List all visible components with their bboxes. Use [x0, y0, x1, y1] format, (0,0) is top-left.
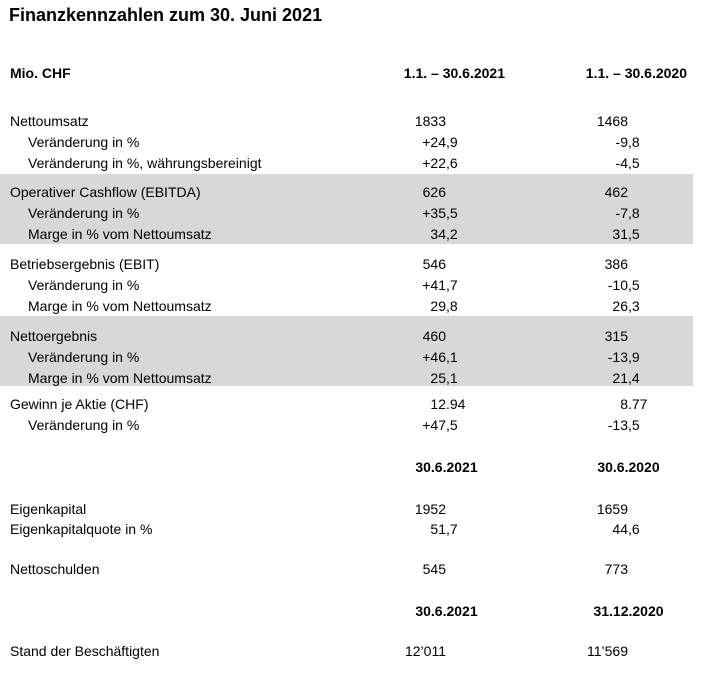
table-row — [0, 641, 708, 662]
value-int: 51 — [430, 521, 446, 537]
table-subheader-row — [0, 601, 708, 622]
value-col1 — [388, 326, 505, 347]
value-frac: ,8 — [628, 134, 640, 150]
row-label: Gewinn je Aktie (CHF) — [10, 396, 149, 412]
value-col1 — [388, 499, 505, 520]
value-int: 11’569 — [586, 643, 628, 659]
value-col1 — [388, 519, 505, 540]
value-int: 1833 — [414, 113, 446, 129]
value-int: 1468 — [596, 113, 628, 129]
row-label: Betriebsergebnis (EBIT) — [10, 256, 160, 272]
value-frac: ,1 — [446, 370, 458, 386]
row-label: Eigenkapital — [10, 501, 87, 517]
value-col2 — [570, 368, 687, 389]
value-col1 — [388, 203, 505, 224]
row-label: Operativer Cashflow (EBITDA) — [10, 184, 201, 200]
value-col1 — [388, 641, 505, 662]
table-header-row — [0, 63, 708, 84]
value-col1 — [388, 275, 505, 296]
value-frac — [446, 326, 505, 347]
value-int: -9 — [615, 134, 628, 150]
value-frac: ,9 — [446, 134, 458, 150]
value-col1 — [388, 347, 505, 368]
value-frac: ,6 — [446, 155, 458, 171]
value-int: +46 — [422, 349, 446, 365]
row-label: Veränderung in % — [28, 277, 140, 293]
value-int: 546 — [422, 256, 446, 272]
value-int: 545 — [422, 561, 446, 577]
value-frac: ,4 — [628, 370, 640, 386]
value-col2 — [570, 499, 687, 520]
row-label: Veränderung in % — [28, 349, 140, 365]
value-col1 — [388, 394, 505, 415]
value-int: 8 — [620, 396, 628, 412]
value-col1 — [388, 368, 505, 389]
value-int: 44 — [612, 521, 628, 537]
value-col2 — [570, 641, 687, 662]
value-frac — [628, 559, 687, 580]
value-int: -10 — [607, 277, 628, 293]
value-col2 — [570, 254, 687, 275]
value-int: 21 — [612, 370, 628, 386]
value-int: +22 — [422, 155, 446, 171]
value-frac: ,5 — [628, 155, 640, 171]
value-col2 — [570, 153, 687, 174]
value-col1 — [388, 296, 505, 317]
value-col2 — [570, 132, 687, 153]
row-label: Veränderung in % — [28, 205, 140, 221]
value-int: 31 — [612, 226, 628, 242]
value-col1 — [388, 132, 505, 153]
table-row — [0, 415, 708, 436]
value-int: 773 — [604, 561, 628, 577]
value-col2 — [570, 394, 687, 415]
value-frac — [446, 182, 505, 203]
column-subheader-1: 30.6.2021 — [415, 459, 478, 475]
value-frac: ,9 — [628, 349, 640, 365]
value-int: 12 — [430, 396, 446, 412]
table-row — [0, 275, 708, 296]
value-frac — [446, 641, 505, 662]
table-subheader-row — [0, 457, 708, 478]
table-row — [0, 519, 708, 540]
row-label: Marge in % vom Nettoumsatz — [28, 370, 212, 386]
value-frac — [628, 254, 687, 275]
row-label: Nettoergebnis — [10, 328, 98, 344]
value-int: 462 — [604, 184, 628, 200]
value-col1 — [388, 559, 505, 580]
table-row — [0, 347, 708, 368]
value-int: 1952 — [414, 501, 446, 517]
value-frac: ,2 — [446, 226, 458, 242]
value-int: 1659 — [596, 501, 628, 517]
row-label: Veränderung in % — [28, 417, 140, 433]
value-frac: ,5 — [628, 226, 640, 242]
value-frac: ,7 — [446, 521, 458, 537]
table-row — [0, 326, 708, 347]
table-row — [0, 203, 708, 224]
value-int: +24 — [422, 134, 446, 150]
value-frac — [628, 111, 687, 132]
value-int: 626 — [422, 184, 446, 200]
row-label: Stand der Beschäftigten — [10, 643, 160, 659]
row-label: Marge in % vom Nettoumsatz — [28, 298, 212, 314]
value-frac: ,5 — [446, 417, 458, 433]
value-int: 386 — [604, 256, 628, 272]
value-frac — [628, 326, 687, 347]
value-frac — [446, 559, 505, 580]
value-col2 — [570, 182, 687, 203]
value-frac: ,5 — [628, 277, 640, 293]
value-frac — [446, 499, 505, 520]
value-frac — [446, 111, 505, 132]
value-col1 — [388, 111, 505, 132]
value-frac: ,1 — [446, 349, 458, 365]
value-int: 34 — [430, 226, 446, 242]
table-row — [0, 254, 708, 275]
value-col2 — [570, 296, 687, 317]
table-row — [0, 111, 708, 132]
table-row — [0, 296, 708, 317]
table-row — [0, 153, 708, 174]
value-col2 — [570, 326, 687, 347]
table-row — [0, 132, 708, 153]
value-col1 — [388, 153, 505, 174]
value-int: 29 — [430, 298, 446, 314]
column-header-period-2: 1.1. – 30.6.2020 — [585, 65, 687, 81]
value-col2 — [570, 111, 687, 132]
value-frac: ,5 — [628, 417, 640, 433]
value-int: -13 — [607, 417, 628, 433]
value-int: +35 — [422, 205, 446, 221]
value-int: 315 — [604, 328, 628, 344]
value-col1 — [388, 182, 505, 203]
value-frac: .77 — [628, 396, 648, 412]
column-subheader-1: 30.6.2021 — [415, 603, 478, 619]
value-frac: .94 — [446, 396, 466, 412]
unit-label: Mio. CHF — [10, 65, 71, 81]
value-int: -7 — [615, 205, 628, 221]
row-label: Eigenkapitalquote in % — [10, 521, 153, 537]
table-row — [0, 559, 708, 580]
row-label: Veränderung in %, währungsbereinigt — [28, 155, 262, 171]
table-row — [0, 394, 708, 415]
value-frac: ,8 — [628, 205, 640, 221]
table-row — [0, 368, 708, 389]
table-row — [0, 499, 708, 520]
page-title: Finanzkennzahlen zum 30. Juni 2021 — [9, 5, 323, 25]
value-frac: ,3 — [628, 298, 640, 314]
value-col2 — [570, 519, 687, 540]
row-label: Marge in % vom Nettoumsatz — [28, 226, 212, 242]
column-subheader-2: 30.6.2020 — [597, 459, 660, 475]
value-int: +41 — [422, 277, 446, 293]
column-subheader-2: 31.12.2020 — [593, 603, 664, 619]
value-frac: ,6 — [628, 521, 640, 537]
value-int: -13 — [607, 349, 628, 365]
value-int: 26 — [612, 298, 628, 314]
value-int: 460 — [422, 328, 446, 344]
value-col2 — [570, 415, 687, 436]
value-col2 — [570, 203, 687, 224]
value-col2 — [570, 559, 687, 580]
value-col2 — [570, 224, 687, 245]
value-frac — [628, 499, 687, 520]
table-row — [0, 224, 708, 245]
value-frac — [628, 182, 687, 203]
column-header-period-1: 1.1. – 30.6.2021 — [403, 65, 505, 81]
value-frac: ,7 — [446, 277, 458, 293]
value-int: 12’011 — [404, 643, 446, 659]
value-frac: ,5 — [446, 205, 458, 221]
value-col2 — [570, 347, 687, 368]
value-col2 — [570, 275, 687, 296]
value-col1 — [388, 415, 505, 436]
value-int: +47 — [422, 417, 446, 433]
value-frac — [628, 641, 687, 662]
value-col1 — [388, 224, 505, 245]
value-int: 25 — [430, 370, 446, 386]
value-col1 — [388, 254, 505, 275]
value-int: -4 — [615, 155, 628, 171]
value-frac: ,8 — [446, 298, 458, 314]
row-label: Nettoschulden — [10, 561, 100, 577]
value-frac — [446, 254, 505, 275]
table-row — [0, 182, 708, 203]
row-label: Nettoumsatz — [10, 113, 89, 129]
row-label: Veränderung in % — [28, 134, 140, 150]
